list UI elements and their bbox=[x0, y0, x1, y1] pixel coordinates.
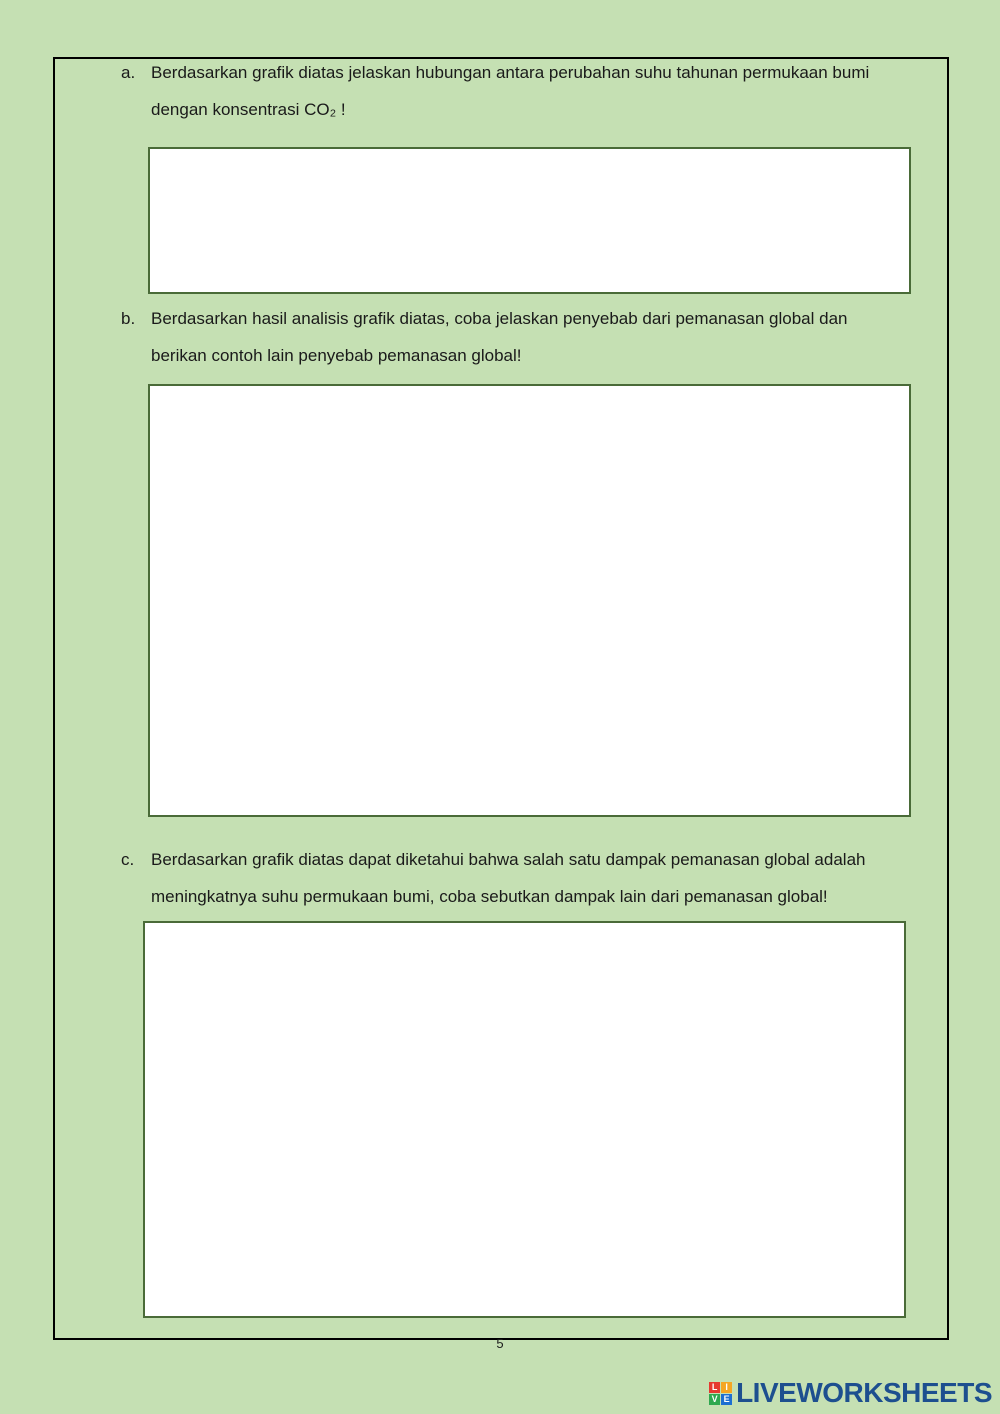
answer-input-b[interactable] bbox=[150, 386, 909, 815]
answer-box-b[interactable] bbox=[148, 384, 911, 817]
question-a-letter: a. bbox=[121, 63, 136, 82]
question-a-line-1: Berdasarkan grafik diatas jelaskan hubungan antara perubahan suhu tahunan permukaan bumi bbox=[151, 63, 870, 82]
question-b-line-1: Berdasarkan hasil analisis grafik diatas, coba jelaskan penyebab dari pemanasan global dan bbox=[151, 309, 848, 328]
brand-icon-tile: I bbox=[721, 1382, 732, 1393]
liveworksheets-logo bbox=[709, 1377, 992, 1409]
brand-icon-tile: L bbox=[709, 1382, 720, 1393]
question-c-letter: c. bbox=[121, 850, 135, 869]
question-c-line-1: Berdasarkan grafik diatas dapat diketahui bahwa salah satu dampak pemanasan global adalah bbox=[151, 850, 866, 869]
liveworksheets-icon bbox=[709, 1382, 732, 1405]
answer-input-a[interactable] bbox=[150, 149, 909, 292]
brand-icon-tile: V bbox=[709, 1394, 720, 1405]
question-b bbox=[121, 300, 941, 374]
question-a bbox=[121, 54, 941, 128]
question-c-line-2: meningkatnya suhu permukaan bumi, coba sebutkan dampak lain dari pemanasan global! bbox=[151, 887, 828, 906]
page-number: 5 bbox=[496, 1336, 504, 1351]
question-b-line-2: berikan contoh lain penyebab pemanasan global! bbox=[151, 346, 522, 365]
answer-input-c[interactable] bbox=[145, 923, 904, 1316]
brand-name: LIVEWORKSHEETS bbox=[736, 1377, 992, 1408]
question-c bbox=[121, 841, 941, 915]
question-b-letter: b. bbox=[121, 309, 136, 328]
question-a-line-2: dengan konsentrasi CO₂ ! bbox=[151, 100, 346, 119]
answer-box-a[interactable] bbox=[148, 147, 911, 294]
brand-icon-tile: E bbox=[721, 1394, 732, 1405]
answer-box-c[interactable] bbox=[143, 921, 906, 1318]
